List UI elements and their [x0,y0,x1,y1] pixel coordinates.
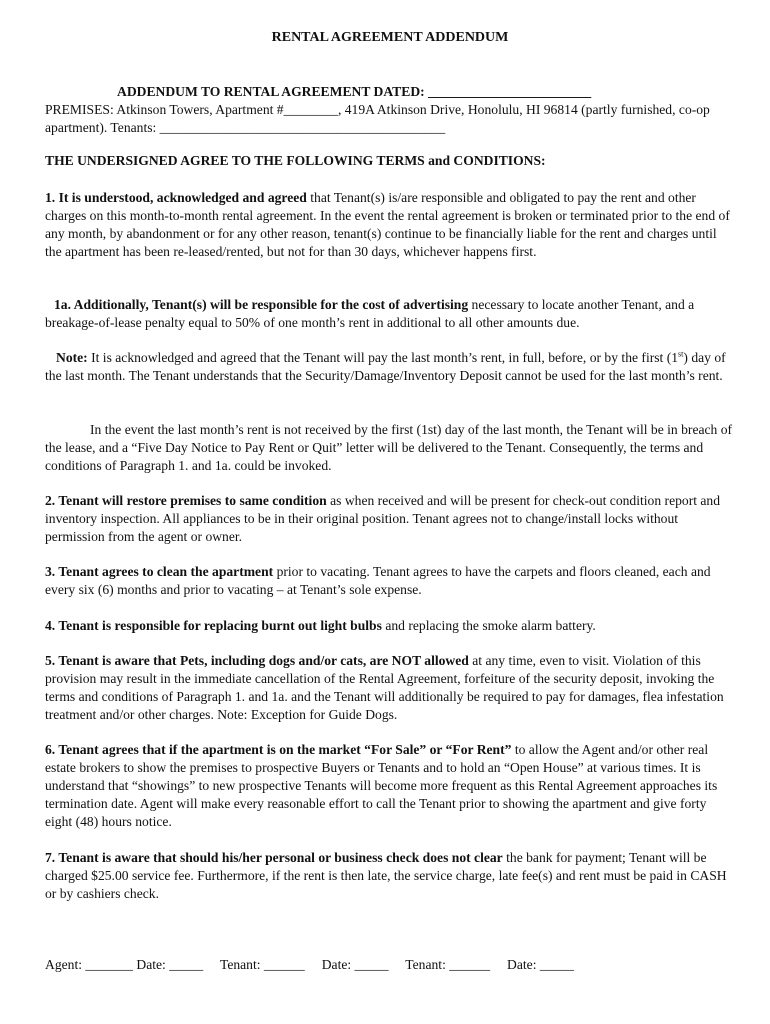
section-6-lead: 6. Tenant agrees that if the apartment is on the market “For Sale” or “For Rent” [45,742,512,757]
tenant-1-date-field[interactable]: Date: _____ [321,957,389,972]
section-2-text: as when received and will be present for check-out condition report and inventory inspection. All appliances to be in their original position. Tenant agrees not to change/install locks without permission from the agent or owner. [45,493,721,544]
section-4-text: and replacing the smoke alarm battery. [381,618,596,633]
tenant-2-signature-field[interactable]: Tenant: ______ [405,957,491,972]
premises-line: PREMISES: Atkinson Towers, Apartment #________, 419A Atkinson Drive, Honolulu, HI 96814 (partly furnished, co-op apartment). Tenants: __________________________________________ [45,102,710,135]
section-2-lead: 2. Tenant will restore premises to same condition [45,493,327,508]
section-7-lead: 7. Tenant is aware that should his/her personal or business check does not clear [45,850,503,865]
section-6-text: to allow the Agent and/or other real estate brokers to show the premises to prospective Buyers or Tenants and to hold an “Open House” at various times. It is understand that “showings” to new prospective Tenants will become more frequent as this Rental Agreement approaches its termination date. Agent will make every reasonable effort to call the Tenant prior to showing the apartment and give forty eight (48) hours notice. [45,742,718,829]
section-1a-text: necessary to locate another Tenant, and a breakage-of-lease penalty equal to 50% of one month’s rent in additional to all other amounts due. [45,297,695,330]
note-paragraph: Note: It is acknowledged and agreed that the Tenant will pay the last month’s rent, in full, before, or by the first (1st) day of the last month. The Tenant understands that the Security/Damage/Inventory Deposit cannot be used for the last month’s rent. [45,349,726,383]
section-1a [45,296,735,332]
agent-signature-field[interactable]: Agent: _______ [45,957,133,972]
section-7-text: the bank for payment; Tenant will be charged $25.00 service fee. Furthermore, if the rent is then late, the service charge, late fee(s) and rent must be paid in CASH or by cashiers check. [45,850,727,901]
document-title: RENTAL AGREEMENT ADDENDUM [271,30,509,45]
tenant-1-signature-field[interactable]: Tenant: ______ [219,957,305,972]
section-5 [45,652,735,724]
section-7 [45,849,735,903]
addendum-date-blank: ________________________ [428,84,592,99]
section-4 [45,617,735,635]
tenant-2-date-field[interactable]: Date: _____ [507,957,574,972]
last-month-paragraph: In the event the last month’s rent is not received by the first (1st) day of the last month, the Tenant will be in breach of the lease, and a “Five Day Notice to Pay Rent or Quit” letter will be delivered to the Tenant. Consequently, the terms and conditions of Paragraph 1. and 1a. could be invoked. [45,422,733,473]
section-1-text: that Tenant(s) is/are responsible and obligated to pay the rent and other charges on this month-to-month rental agreement. In the event the rental agreement is broken or terminated prior to the end of any month, by abandonment or for any other reason, tenant(s) continue to be financially liable for the rent and charges until the apartment has been re-leased/rented, but not for than 30 days, whichever happens first. [45,190,730,259]
intro-heading: THE UNDERSIGNED AGREE TO THE FOLLOWING TERMS and CONDITIONS: [45,153,546,168]
signature-line [45,956,735,974]
section-3-lead: 3. Tenant agrees to clean the apartment [45,564,274,579]
section-2 [45,492,735,546]
section-1a-lead: 1a. Additionally, Tenant(s) will be responsible for the cost of advertising [54,297,469,312]
section-1-lead: 1. It is understood, acknowledged and agreed [45,190,307,205]
agent-date-field[interactable]: Date: _____ [136,957,204,972]
addendum-header [45,83,735,137]
addendum-dated-line: ADDENDUM TO RENTAL AGREEMENT DATED: ________________________ [117,84,592,99]
section-5-lead: 5. Tenant is aware that Pets, including dogs and/or cats, are NOT allowed [45,653,469,668]
section-3-text: prior to vacating. Tenant agrees to have the carpets and floors cleaned, each and every six (6) months and prior to vacating – at Tenant’s sole expense. [45,564,711,597]
section-5-text: at any time, even to visit. Violation of this provision may result in the immediate cancellation of the Rental Agreement, forfeiture of the security deposit, invoking the terms and conditions of Paragraph 1. and 1a. and the Tenant will additionally be required to pay for damages, flea infestation treatment and/or other charges. Note: Exception for Guide Dogs. [45,653,724,722]
note-lead: Note: [56,350,88,365]
section-1 [45,189,735,261]
section-4-lead: 4. Tenant is responsible for replacing burnt out light bulbs [45,618,382,633]
section-6 [45,741,735,831]
section-3 [45,563,735,599]
